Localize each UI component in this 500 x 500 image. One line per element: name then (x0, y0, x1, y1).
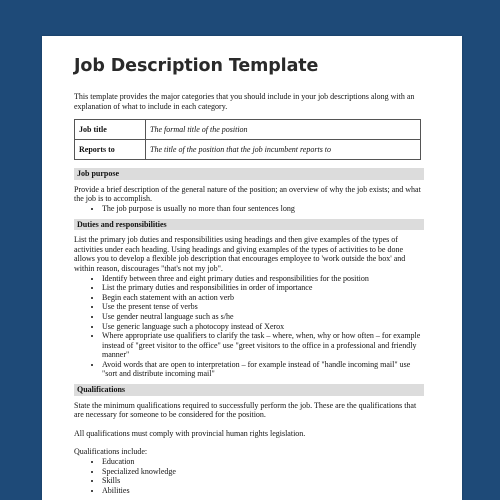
list-item: • Specialized knowledge (102, 467, 424, 477)
qualifications-list (74, 457, 424, 495)
section-heading-duties: Duties and responsibilities (74, 219, 424, 231)
duties-paragraph: List the primary job duties and responsibilities using headings and then give examples of the types of activities under each heading. Using headings and giving examples of the types of activities to be done allows you to develop a flexible job description that encourages employee to 'work outside the box' and within reason, discourages "that's not my job". (74, 235, 406, 273)
list-item: • List the primary duties and responsibilities in order of importance (102, 283, 424, 293)
document-title: Job Description Template (74, 56, 319, 76)
table-row (75, 120, 421, 140)
job-purpose-list (74, 204, 424, 214)
table-label-cell: Job title (75, 120, 146, 140)
list-item: • Use gender neutral language such as s/he (102, 312, 424, 322)
list-item: • Where appropriate use qualifiers to clarify the task – where, when, why or how often – for example instead of "greet visitor to the office" use "greet visitors to the office in a professional and friendly manner" (102, 331, 424, 360)
list-item: • Education (102, 457, 424, 467)
qualifications-legislation-note: All qualifications must comply with provincial human rights legislation. (74, 428, 306, 438)
qualifications-include-label: Qualifications include: (74, 447, 148, 457)
qualifications-paragraph: State the minimum qualifications required to successfully perform the job. These are the qualifications that are necessary for someone to be considered for the position. (74, 400, 417, 420)
job-info-table (74, 119, 421, 160)
table-label-cell: Reports to (75, 140, 146, 160)
job-purpose-paragraph: Provide a brief description of the general nature of the position; an overview of why the job exists; and what the job is to accomplish. (74, 184, 421, 204)
list-item: • Abilities (102, 486, 424, 496)
table-value-cell: The formal title of the position (146, 120, 421, 140)
document-page (42, 36, 462, 500)
duties-list (74, 274, 424, 380)
list-item: • Avoid words that are open to interpretation – for example instead of "handle incoming mail" use "sort and distribute incoming mail" (102, 360, 424, 379)
list-item: • The job purpose is usually no more than four sentences long (102, 204, 424, 214)
document-body (74, 92, 424, 500)
list-item: • Use the present tense of verbs (102, 302, 424, 312)
section-heading-job-purpose: Job purpose (74, 168, 424, 180)
list-item: • Skills (102, 476, 424, 486)
list-item: • Identify between three and eight primary duties and responsibilities for the position (102, 274, 424, 284)
section-heading-qualifications: Qualifications (74, 384, 424, 396)
list-item: • Begin each statement with an action verb (102, 293, 424, 303)
list-item: • Use generic language such a photocopy instead of Xerox (102, 322, 424, 332)
intro-paragraph: This template provides the major categories that you should include in your job descriptions along with an explanation of what to include in each category. (74, 92, 415, 111)
table-row (75, 140, 421, 160)
table-value-cell: The title of the position that the job incumbent reports to (146, 140, 421, 160)
